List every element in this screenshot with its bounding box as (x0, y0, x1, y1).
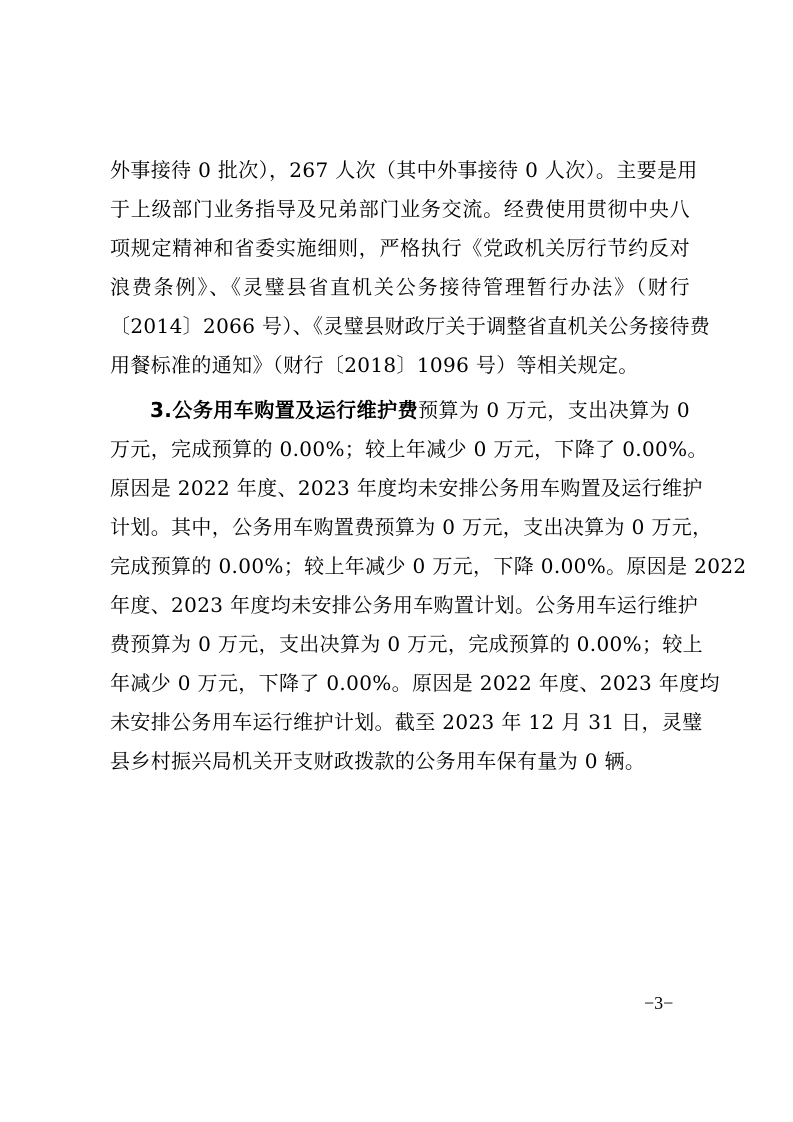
paragraph-2-line-8: 年减少 0 万元，下降了 0.00%。原因是 2022 年度、2023 年度均 (110, 671, 720, 695)
paragraph-2-line-3: 原因是 2022 年度、2023 年度均未安排公务用车购置及运行维护 (110, 476, 703, 500)
paragraph-2-line-4: 计划。其中，公务用车购置费预算为 0 万元，支出决算为 0 万元， (110, 515, 713, 539)
paragraph-1-line-1: 外事接待 0 批次），267 人次（其中外事接待 0 人次）。主要是用 (110, 158, 698, 182)
paragraph-2-line-7: 费预算为 0 万元，支出决算为 0 万元，完成预算的 0.00%；较上 (110, 632, 704, 656)
paragraph-2-line-2: 万元，完成预算的 0.00%；较上年减少 0 万元，下降了 0.00%。 (110, 437, 708, 461)
page-number: −3− (644, 993, 674, 1013)
section-heading-rest: 预算为 0 万元，支出决算为 0 (418, 398, 690, 422)
paragraph-2-line-9: 未安排公务用车运行维护计划。截至 2023 年 12 月 31 日，灵璧 (110, 710, 703, 734)
paragraph-2-line-1 (150, 398, 690, 422)
paragraph-1-line-3: 项规定精神和省委实施细则，严格执行《党政机关厉行节约反对 (110, 236, 690, 260)
section-heading: 3.公务用车购置及运行维护费 (150, 398, 419, 422)
paragraph-1-line-6: 用餐标准的通知》（财行〔2018〕1096 号）等相关规定。 (110, 353, 639, 377)
paragraph-1-line-5: 〔2014〕2066 号）、《灵璧县财政厅关于调整省直机关公务接待费 (110, 314, 711, 338)
paragraph-2-line-5: 完成预算的 0.00%；较上年减少 0 万元，下降 0.00%。原因是 2022 (110, 554, 747, 578)
paragraph-1-line-2: 于上级部门业务指导及兄弟部门业务交流。经费使用贯彻中央八 (110, 197, 690, 221)
paragraph-1-line-4: 浪费条例》、《灵璧县省直机关公务接待管理暂行办法》（财行 (110, 275, 690, 299)
paragraph-2-line-10: 县乡村振兴局机关开支财政拨款的公务用车保有量为 0 辆。 (110, 749, 646, 773)
paragraph-2-line-6: 年度、2023 年度均未安排公务用车购置计划。公务用车运行维护 (110, 593, 699, 617)
